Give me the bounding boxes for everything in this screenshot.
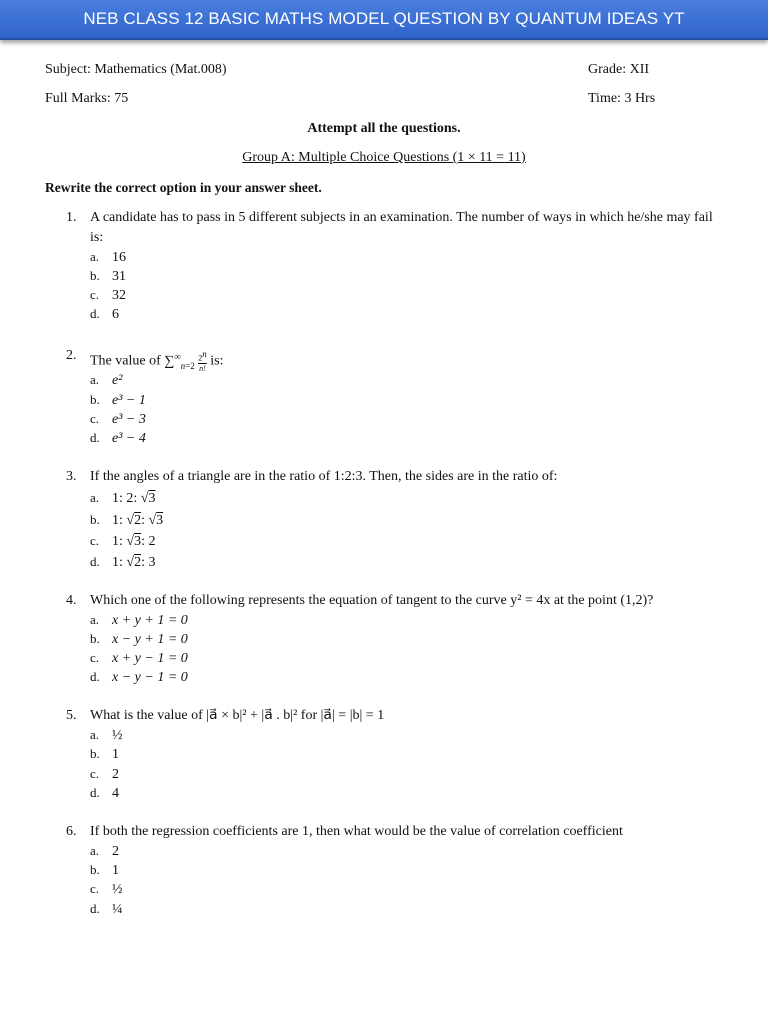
question-text-pre: The value of: [90, 353, 165, 369]
option-value: 16: [112, 250, 126, 265]
option-value: 4: [112, 786, 119, 801]
option-value: 1: [112, 747, 119, 762]
option-letter: b.: [90, 631, 100, 646]
question-text: A candidate has to pass in 5 different subjects in an examination. The number of ways in which he/she may fail is:: [90, 210, 713, 245]
option-value: e³ − 1: [112, 393, 146, 408]
option-value: x + y + 1 = 0: [112, 613, 188, 628]
option: [90, 860, 119, 880]
option-letter: c.: [90, 766, 100, 781]
option-letter: a.: [90, 249, 100, 264]
question-text: What is the value of |a⃗ × b|² + |a⃗ . b|² for |a⃗| = |b| = 1: [90, 708, 385, 723]
question-text: Which one of the following represents the equation of tangent to the curve y² = 4x at the point (1,2)?: [90, 593, 654, 608]
option-letter: d.: [90, 785, 100, 800]
option-value: x + y − 1 = 0: [112, 651, 188, 666]
question-text-post: is:: [206, 353, 224, 369]
meta-row-1: [45, 62, 658, 78]
option-value: x − y − 1 = 0: [112, 670, 188, 685]
option-letter: b.: [90, 746, 100, 761]
meta-row-2: [45, 91, 658, 107]
option-letter: d.: [90, 669, 100, 684]
subject: Subject: Mathematics (Mat.008): [45, 62, 227, 77]
option: [90, 409, 146, 429]
option: [90, 285, 126, 305]
option-value: 1: √3: 2: [112, 534, 156, 549]
option: [90, 370, 122, 390]
option-letter: b.: [90, 392, 100, 407]
option: [90, 610, 188, 630]
option: [90, 247, 126, 267]
option-letter: c.: [90, 411, 100, 426]
option-letter: d.: [90, 306, 100, 321]
option-value: 2: [112, 767, 119, 782]
option-value: 1: √2: 3: [112, 555, 156, 570]
option-value: x − y + 1 = 0: [112, 632, 188, 647]
question-number: 5.: [66, 708, 77, 723]
option-letter: a.: [90, 372, 100, 387]
option-letter: b.: [90, 268, 100, 283]
option: [90, 266, 126, 286]
question-1: [66, 208, 726, 248]
question-3: [66, 467, 726, 487]
option: [90, 552, 155, 572]
question-number: 3.: [66, 469, 77, 484]
option-letter: d.: [90, 901, 100, 916]
option-letter: b.: [90, 862, 100, 877]
option-value: ¼: [112, 902, 123, 917]
option-value: 2: [112, 844, 119, 859]
option-letter: a.: [90, 490, 100, 505]
option-letter: a.: [90, 727, 100, 742]
option-letter: c.: [90, 287, 100, 302]
option-letter: c.: [90, 650, 100, 665]
option: [90, 841, 119, 861]
option-letter: d.: [90, 554, 100, 569]
option: [90, 488, 155, 508]
question-text: [90, 346, 726, 375]
summation-expression: $\sum^\infty_{n=2}$ $\frac{2^n}{n!}$: [164, 349, 207, 373]
question-number: 1.: [66, 210, 77, 225]
option-value: e³ − 4: [112, 431, 146, 446]
attempt-heading: Attempt all the questions.: [307, 121, 461, 136]
option-letter: d.: [90, 430, 100, 445]
option-value: e²: [112, 373, 123, 388]
question-4: [66, 591, 726, 611]
group-title: Group A: Multiple Choice Questions (1 × 11 = 11): [242, 150, 526, 165]
option: [90, 764, 119, 784]
question-number: 4.: [66, 593, 77, 608]
full-marks: Full Marks: 75: [45, 91, 129, 106]
option: [90, 531, 155, 551]
grade: Grade: XII: [588, 62, 650, 77]
option: [90, 304, 119, 324]
option-letter: b.: [90, 512, 100, 527]
page-title: NEB CLASS 12 BASIC MATHS MODEL QUESTION BY QUANTUM IDEAS YT: [83, 9, 685, 28]
option-value: e³ − 3: [112, 412, 146, 427]
option-value: 31: [112, 269, 126, 284]
option-value: ½: [112, 728, 123, 743]
option: [90, 744, 119, 764]
option-value: 1: [112, 863, 119, 878]
question-6: [66, 822, 726, 842]
option-letter: a.: [90, 612, 100, 627]
option: [90, 648, 188, 668]
option-letter: a.: [90, 843, 100, 858]
option: [90, 629, 188, 649]
option: [90, 899, 123, 919]
option: [90, 725, 123, 745]
option: [90, 667, 188, 687]
option-letter: c.: [90, 533, 100, 548]
option-value: 32: [112, 288, 126, 303]
question-number: 2.: [66, 348, 77, 363]
time: Time: 3 Hrs: [588, 91, 656, 106]
option-value: 1: 2: √3: [112, 491, 156, 506]
question-text: If both the regression coefficients are 1, then what would be the value of correlation coefficient: [90, 824, 623, 839]
option: [90, 510, 163, 530]
instruction: Rewrite the correct option in your answer sheet.: [45, 180, 322, 195]
option: [90, 390, 146, 410]
option: [90, 879, 123, 899]
question-5: [66, 706, 726, 726]
question-2: [66, 346, 726, 375]
group-heading: [0, 150, 768, 166]
option-value: 6: [112, 307, 119, 322]
option: [90, 783, 119, 803]
question-text: If the angles of a triangle are in the ratio of 1:2:3. Then, the sides are in the ratio of:: [90, 469, 558, 484]
option-value: 1: √2: √3: [112, 513, 164, 528]
option-letter: c.: [90, 881, 100, 896]
question-number: 6.: [66, 824, 77, 839]
option: [90, 428, 146, 448]
option-value: ½: [112, 882, 123, 897]
page-title-banner: [0, 0, 768, 40]
